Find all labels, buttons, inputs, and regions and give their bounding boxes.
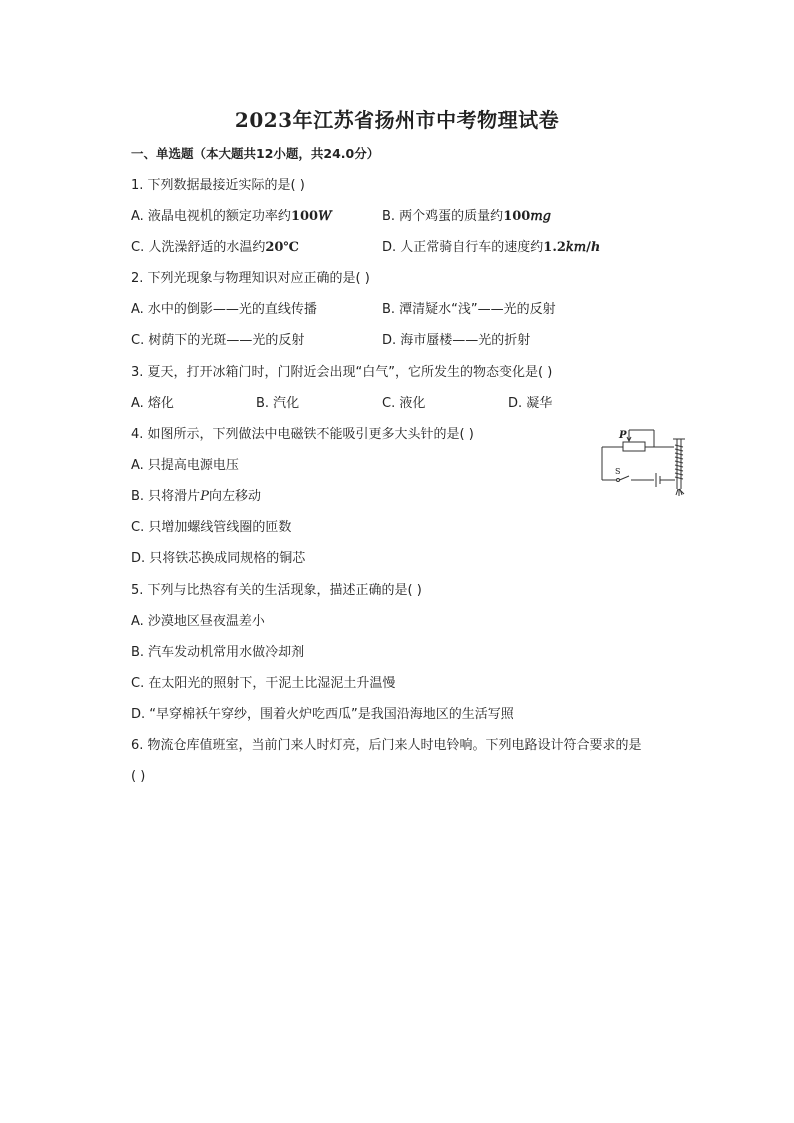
question-3-option-a[interactable]: A. 熔化 (131, 396, 174, 411)
question-4-option-c[interactable]: C. 只增加螺线管线圈的匝数 (131, 520, 292, 535)
question-2-option-d[interactable]: D. 海市蜃楼——光的折射 (382, 333, 531, 348)
option-d-text: D. 人正常骑自行车的速度约 (382, 240, 544, 255)
question-2-option-a[interactable]: A. 水中的倒影——光的直线传播 (131, 302, 317, 317)
option-a-text: A. 液晶电视机的额定功率约 (131, 209, 291, 224)
question-6-stem-continued: ( ) (131, 769, 146, 784)
question-2-option-b[interactable]: B. 潭清疑水“浅”——光的反射 (382, 302, 556, 317)
question-4-stem: 4. 如图所示，下列做法中电磁铁不能吸引更多大头针的是( ) (131, 427, 474, 442)
option-b-suffix: 向左移动 (208, 489, 261, 504)
option-a-value: 100𝑊 (290, 209, 332, 224)
option-b-text: B. 两个鸡蛋的质量约 (382, 209, 504, 224)
question-1-option-a[interactable] (131, 208, 331, 226)
question-2-stem: 2. 下列光现象与物理知识对应正确的是( ) (131, 271, 370, 286)
option-d-value: 1.2𝑘𝑚/ℎ (543, 240, 601, 255)
question-4-option-d[interactable]: D. 只将铁芯换成同规格的铜芯 (131, 551, 306, 566)
question-5-option-a[interactable]: A. 沙漠地区昼夜温差小 (131, 614, 265, 629)
question-3-option-d[interactable]: D. 凝华 (508, 396, 553, 411)
slider-label: P (619, 430, 627, 441)
question-5-option-c[interactable]: C. 在太阳光的照射下，干泥土比湿泥土升温慢 (131, 676, 396, 691)
question-4-option-b[interactable] (131, 488, 261, 506)
question-1-option-c[interactable] (131, 239, 299, 257)
switch-label: S (615, 467, 621, 476)
option-c-text: C. 人洗澡舒适的水温约 (131, 240, 266, 255)
question-6-stem: 6. 物流仓库值班室，当前门来人时灯亮，后门来人时电铃响。下列电路设计符合要求的是 (131, 738, 642, 753)
question-5-stem: 5. 下列与比热容有关的生活现象，描述正确的是( ) (131, 583, 422, 598)
option-c-value: 20℃ (265, 240, 300, 255)
question-1-option-b[interactable] (382, 208, 551, 226)
section-heading: 一、单选题（本大题共12小题，共24.0分） (131, 146, 380, 161)
question-1-option-d[interactable] (382, 239, 600, 257)
question-3-option-b[interactable]: B. 汽化 (256, 396, 300, 411)
option-b-value: 100𝑚𝑔 (503, 209, 551, 224)
question-5-option-d[interactable]: D. “早穿棉袄午穿纱，围着火炉吃西瓜”是我国沿海地区的生活写照 (131, 707, 514, 722)
question-4-option-a[interactable]: A. 只提高电源电压 (131, 458, 239, 473)
question-3-stem: 3. 夏天，打开冰箱门时，门附近会出现“白气”，它所发生的物态变化是( ) (131, 365, 553, 380)
question-2-option-c[interactable]: C. 树荫下的光斑——光的反射 (131, 333, 305, 348)
page-title: 2023年江苏省扬州市中考物理试卷 (234, 108, 560, 132)
question-5-option-b[interactable]: B. 汽车发动机常用水做冷却剂 (131, 645, 305, 660)
option-b-prefix: B. 只将滑片 (131, 489, 201, 504)
question-1-stem: 1. 下列数据最接近实际的是( ) (131, 178, 305, 193)
question-3-option-c[interactable]: C. 液化 (382, 396, 426, 411)
slider-p-variable: 𝑃 (200, 489, 209, 504)
electromagnet-circuit-diagram (598, 425, 694, 497)
